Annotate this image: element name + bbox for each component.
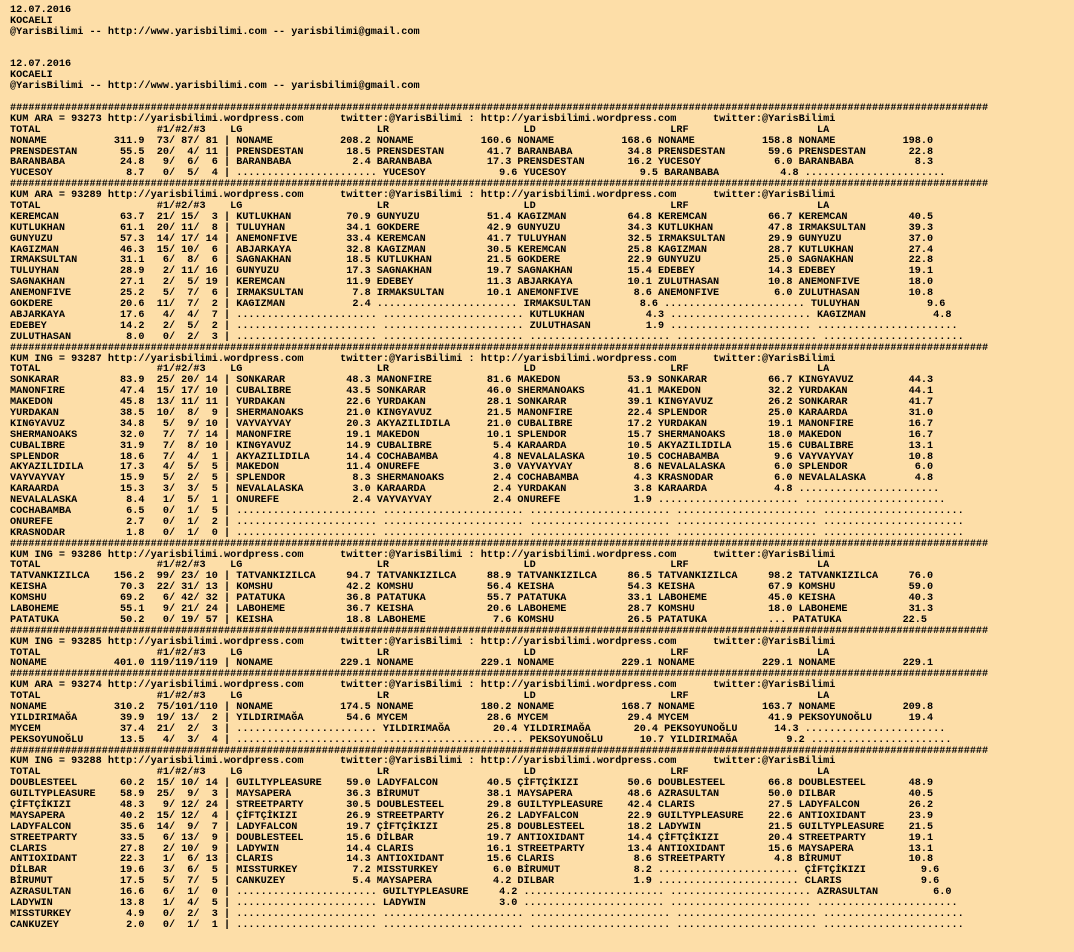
race-title: KUM ING = 93285 http://yarisbilimi.wordpress.com twitter:@YarisBilimi : http://yarisbilimi.wordpress.com twitter:@YarisBilimi [10,636,836,648]
race-row: CLARIS 27.8 2/ 10/ 9 | LADYWIN 14.4 CLARIS 16.1 STREETPARTY 13.4 ANTIOXIDANT 15.6 MAYSAPERA 13.1 [10,843,934,855]
race-row: COCHABAMBA 6.5 0/ 1/ 5 | ....................... ....................... ....................... ....................... ....................... [10,505,964,517]
header-city: KOCAELI [10,15,53,27]
header-date: 12.07.2016 [10,5,72,16]
race-row: PATATUKA 50.2 0/ 19/ 57 | KEISHA 18.8 LABOHEME 7.6 KOMSHU 26.5 PATATUKA ... PATATUKA 22.5 [10,614,928,626]
race-row: YUCESOY 8.7 0/ 5/ 4 | ....................... YUCESOY 9.6 YUCESOY 9.5 BARANBABA 4.8 ....................... [10,168,946,180]
race-row: NONAME 311.9 73/ 87/ 81 | NONAME 208.2 NONAME 160.6 NONAME 168.6 NONAME 158.8 NONAME 198.0 [10,135,934,147]
race-row: CANKUZEY 2.0 0/ 1/ 1 | ....................... ....................... ....................... ....................... ....................... [10,919,964,931]
race-row: YILDIRIMAĞA 39.9 19/ 13/ 2 | YILDIRIMAĞA 54.6 MYCEM 28.6 MYCEM 29.4 MYCEM 41.9 PEKSOYUNOĞLU 19.4 [10,712,934,724]
race-row: ZULUTHASAN 8.0 0/ 2/ 3 | ....................... ....................... ....................... ....................... ....................... [10,331,964,343]
separator-line: ################################################################################################################################################################ [10,745,989,757]
race-row: GUILTYPLEASURE 58.9 25/ 9/ 3 | MAYSAPERA 36.3 BİRUMUT 38.1 MAYSAPERA 48.6 AZRASULTAN 50.0 DILBAR 40.5 [10,789,934,801]
race-row: KUTLUKHAN 61.1 20/ 11/ 8 | TULUYHAN 34.1 GOKDERE 42.9 GUNYUZU 34.3 KUTLUKHAN 47.8 IRMAKSULTAN 39.3 [10,222,934,234]
race-row: LADYFALCON 35.6 14/ 9/ 7 | LADYFALCON 19.7 ÇİFTÇİKIZI 25.8 DOUBLESTEEL 18.2 LADYWIN 21.5 GUILTYPLEASURE 21.5 [10,821,934,833]
race-row: ANTIOXIDANT 22.3 1/ 6/ 13 | CLARIS 14.3 ANTIOXIDANT 15.6 CLARIS 8.6 STREETPARTY 4.8 BİRUMUT 10.8 [10,854,934,866]
race-row: TATVANKIZILCA 156.2 99/ 23/ 10 | TATVANKIZILCA 94.7 TATVANKIZILCA 88.9 TATVANKIZILCA 86.5 TATVANKIZILCA 98.2 TATVANKIZILCA 76.0 [10,571,934,583]
race-row: GOKDERE 20.6 11/ 7/ 2 | KAGIZMAN 2.4 ....................... IRMAKSULTAN 8.6 ....................... TULUYHAN 9.6 [10,299,946,311]
header-city: KOCAELI [10,70,53,82]
race-column-header: TOTAL #1/#2/#3 LG LR LD LRF LA [10,201,830,213]
race-row: KEREMCAN 63.7 21/ 15/ 3 | KUTLUKHAN 70.9 GUNYUZU 51.4 KAGIZMAN 64.8 KEREMCAN 66.7 KEREMCAN 40.5 [10,211,934,223]
race-row: NONAME 310.2 75/101/110 | NONAME 174.5 NONAME 180.2 NONAME 168.7 NONAME 163.7 NONAME 209.8 [10,702,934,713]
race-column-header: TOTAL #1/#2/#3 LG LR LD LRF LA [10,647,830,659]
race-row: KAGIZMAN 46.3 15/ 10/ 6 | ABJARKAYA 32.8 KAGIZMAN 30.5 KEREMCAN 25.8 KAGIZMAN 28.7 KUTLUKHAN 27.4 [10,244,934,256]
race-row: GUNYUZU 57.3 14/ 17/ 14 | ANEMONFIVE 33.4 KEREMCAN 41.7 TULUYHAN 32.5 IRMAKSULTAN 29.9 GUNYUZU 37.0 [10,233,934,245]
race-row: SAGNAKHAN 27.1 2/ 5/ 19 | KEREMCAN 11.9 EDEBEY 11.3 ABJARKAYA 10.1 ZULUTHASAN 10.8 ANEMONFIVE 18.0 [10,277,934,289]
race-row: KOMSHU 69.2 6/ 42/ 32 | PATATUKA 36.8 PATATUKA 55.7 PATATUKA 33.1 LABOHEME 45.0 KEISHA 40.3 [10,593,934,605]
race-title: KUM ING = 93287 http://yarisbilimi.wordpress.com twitter:@YarisBilimi : http://yarisbilimi.wordpress.com twitter:@YarisBilimi [10,353,836,365]
blank-line [10,39,1074,50]
race-row: SHERMANOAKS 32.0 7/ 7/ 14 | MANONFIRE 19.1 MAKEDON 10.1 SPLENDOR 15.7 SHERMANOAKS 18.0 MAKEDON 16.7 [10,429,934,441]
race-title: KUM ARA = 93289 http://yarisbilimi.wordpress.com twitter:@YarisBilimi : http://yarisbilimi.wordpress.com twitter:@YarisBilimi [10,190,836,202]
race-row: BİRUMUT 17.5 5/ 7/ 5 | CANKUZEY 5.4 MAYSAPERA 4.2 DILBAR 1.9 ....................... CLARIS 9.6 [10,876,940,888]
race-row: MANONFIRE 47.4 15/ 17/ 10 | CUBALIBRE 43.5 SONKARAR 46.0 SHERMANOAKS 41.1 MAKEDON 32.2 YURDAKAN 44.1 [10,386,934,398]
race-row: MISSTURKEY 4.9 0/ 2/ 3 | ....................... ....................... ....................... ....................... ....................... [10,908,964,920]
header-date: 12.07.2016 [10,59,72,71]
race-column-header: TOTAL #1/#2/#3 LG LR LD LRF LA [10,691,830,703]
race-row: BARANBABA 24.8 9/ 6/ 6 | BARANBABA 2.4 BARANBABA 17.3 PRENSDESTAN 16.2 YUCESOY 6.0 BARANBABA 8.3 [10,157,934,169]
race-row: IRMAKSULTAN 31.1 6/ 8/ 6 | SAGNAKHAN 18.5 KUTLUKHAN 21.5 GOKDERE 22.9 GUNYUZU 25.0 SAGNAKHAN 22.8 [10,255,934,267]
race-row: ONUREFE 2.7 0/ 1/ 2 | ....................... ....................... ....................... ....................... ....................... [10,516,964,528]
race-row: AKYAZILIDILA 17.3 4/ 5/ 5 | MAKEDON 11.4 ONUREFE 3.0 VAYVAYVAY 8.6 NEVALALASKA 6.0 SPLENDOR 6.0 [10,462,934,474]
race-row: AZRASULTAN 16.6 6/ 1/ 0 | ....................... GUILTYPLEASURE 4.2 ....................... ....................... AZRASULTAN 6.0 [10,887,952,899]
race-row: NEVALALASKA 8.4 1/ 5/ 1 | ONUREFE 2.4 VAYVAYVAY 2.4 ONUREFE 1.9 ....................... ....................... [10,495,946,507]
race-row: DİLBAR 19.6 3/ 6/ 5 | MISSTURKEY 7.2 MISSTURKEY 6.0 BİRUMUT 8.2 ....................... ÇİFTÇİKIZI 9.6 [10,865,940,877]
race-row: MYCEM 37.4 21/ 2/ 3 | ....................... YILDIRIMAĞA 20.4 YILDIRIMAĞA 20.4 PEKSOYUNOĞLU 14.3 ....................... [10,723,946,735]
race-row: STREETPARTY 33.5 6/ 13/ 9 | DOUBLESTEEL 15.6 DİLBAR 19.7 ANTIOXIDANT 14.4 ÇİFTÇİKIZI 20.4 STREETPARTY 19.1 [10,832,934,844]
separator-line: ################################################################################################################################################################ [10,342,989,354]
race-title: KUM ARA = 93273 http://yarisbilimi.wordpress.com twitter:@YarisBilimi : http://yarisbilimi.wordpress.com twitter:@YarisBilimi [10,113,836,125]
separator-line: ################################################################################################################################################################ [10,669,989,681]
separator-line: ################################################################################################################################################################ [10,538,989,550]
race-row: LABOHEME 55.1 9/ 21/ 24 | LABOHEME 36.7 KEISHA 20.6 LABOHEME 28.7 KOMSHU 18.0 LABOHEME 31.3 [10,603,934,615]
separator-line: ################################################################################################################################################################ [10,179,989,191]
separator-line: ################################################################################################################################################################ [10,103,989,115]
race-row: DOUBLESTEEL 60.2 15/ 10/ 14 | GUILTYPLEASURE 59.0 LADYFALCON 40.5 ÇİFTÇİKIZI 50.6 DOUBLESTEEL 66.8 DOUBLESTEEL 48.9 [10,778,934,790]
race-row: TULUYHAN 28.9 2/ 11/ 16 | GUNYUZU 17.3 SAGNAKHAN 19.7 SAGNAKHAN 15.4 EDEBEY 14.3 EDEBEY 19.1 [10,266,934,278]
race-row: VAYVAYVAY 15.9 5/ 2/ 5 | SPLENDOR 8.3 SHERMANOAKS 2.4 COCHABAMBA 4.3 KRASNODAR 6.0 NEVALALASKA 4.8 [10,473,934,485]
header-contact: @YarisBilimi -- http://www.yarisbilimi.com -- yarisbilimi@gmail.com [10,26,420,38]
race-title: KUM ING = 93288 http://yarisbilimi.wordpress.com twitter:@YarisBilimi : http://yarisbilimi.wordpress.com twitter:@YarisBilimi [10,756,836,768]
race-title: KUM ARA = 93274 http://yarisbilimi.wordpress.com twitter:@YarisBilimi : http://yarisbilimi.wordpress.com twitter:@YarisBilimi [10,680,836,692]
race-row: ÇİFTÇİKIZI 48.3 9/ 12/ 24 | STREETPARTY 30.5 DOUBLESTEEL 29.8 GUILTYPLEASURE 42.4 CLARIS 27.5 LADYFALCON 26.2 [10,800,934,812]
race-row: MAYSAPERA 40.2 15/ 12/ 4 | ÇİFTÇİKIZI 26.9 STREETPARTY 26.2 LADYFALCON 22.9 GUILTYPLEASURE 22.6 ANTIOXIDANT 23.9 [10,810,934,822]
race-column-header: TOTAL #1/#2/#3 LG LR LD LRF LA [10,124,830,136]
race-row: ANEMONFIVE 25.2 5/ 7/ 6 | IRMAKSULTAN 7.8 IRMAKSULTAN 10.1 ANEMONFIVE 8.6 ANEMONFIVE 6.0 ZULUTHASAN 10.8 [10,288,934,300]
header-contact: @YarisBilimi -- http://www.yarisbilimi.com -- yarisbilimi@gmail.com [10,81,420,93]
race-row: CUBALIBRE 31.9 7/ 8/ 10 | KINGYAVUZ 14.9 CUBALIBRE 5.4 KARAARDA 10.5 AKYAZILIDILA 15.6 CUBALIBRE 13.1 [10,440,934,452]
race-column-header: TOTAL #1/#2/#3 LG LR LD LRF LA [10,560,830,572]
race-row: LADYWIN 13.8 1/ 4/ 5 | ....................... LADYWIN 3.0 ....................... ....................... ....................... [10,898,958,910]
blank-line [10,50,1074,61]
race-title: KUM ING = 93286 http://yarisbilimi.wordpress.com twitter:@YarisBilimi : http://yarisbilimi.wordpress.com twitter:@YarisBilimi [10,549,836,561]
race-list [10,104,1074,932]
race-row: KRASNODAR 1.8 0/ 1/ 0 | ....................... ....................... ....................... ....................... ....................... [10,527,964,539]
race-row: PEKSOYUNOĞLU 13.5 4/ 3/ 4 | ....................... ....................... PEKSOYUNOĞLU 10.7 YILDIRIMAĞA 9.2 ....................... [10,734,952,746]
race-row: NONAME 401.0 119/119/119 | NONAME 229.1 NONAME 229.1 NONAME 229.1 NONAME 229.1 NONAME 229.1 [10,658,934,670]
race-row: KINGYAVUZ 34.8 5/ 9/ 10 | VAYVAYVAY 20.3 AKYAZILIDILA 21.0 CUBALIBRE 17.2 YURDAKAN 19.1 MANONFIRE 16.7 [10,418,934,430]
separator-line: ################################################################################################################################################################ [10,625,989,637]
race-row: SPLENDOR 18.6 7/ 4/ 1 | AKYAZILIDILA 14.4 COCHABAMBA 4.8 NEVALALASKA 10.5 COCHABAMBA 9.6 VAYVAYVAY 10.8 [10,451,934,463]
race-column-header: TOTAL #1/#2/#3 LG LR LD LRF LA [10,364,830,376]
race-row: EDEBEY 14.2 2/ 5/ 2 | ....................... ....................... ZULUTHASAN 1.9 ....................... ....................... [10,320,958,332]
race-row: KARAARDA 15.3 3/ 3/ 5 | NEVALALASKA 3.0 KARAARDA 2.4 YURDAKAN 3.8 KARAARDA 4.8 ....................... [10,484,940,496]
race-row: ABJARKAYA 17.6 4/ 4/ 7 | ....................... ....................... KUTLUKHAN 4.3 ....................... KAGIZMAN 4.8 [10,309,952,321]
race-row: PRENSDESTAN 55.5 20/ 4/ 11 | PRENSDESTAN 18.5 PRENSDESTAN 41.7 BARANBABA 34.8 PRENSDESTAN 59.6 PRENSDESTAN 22.8 [10,146,934,158]
race-row: MAKEDON 45.8 13/ 11/ 11 | YURDAKAN 22.6 YURDAKAN 28.1 SONKARAR 39.1 KINGYAVUZ 26.2 SONKARAR 41.7 [10,397,934,409]
race-column-header: TOTAL #1/#2/#3 LG LR LD LRF LA [10,767,830,779]
race-row: YURDAKAN 38.5 10/ 8/ 9 | SHERMANOAKS 21.0 KINGYAVUZ 21.5 MANONFIRE 22.4 SPLENDOR 25.0 KARAARDA 31.0 [10,407,934,419]
race-row: SONKARAR 83.9 25/ 20/ 14 | SONKARAR 48.3 MANONFIRE 81.6 MAKEDON 53.9 SONKARAR 66.7 KINGYAVUZ 44.3 [10,375,934,387]
race-row: KEISHA 70.3 22/ 31/ 13 | KOMSHU 42.2 KOMSHU 56.4 KEISHA 54.3 KEISHA 67.9 KOMSHU 59.0 [10,582,934,594]
